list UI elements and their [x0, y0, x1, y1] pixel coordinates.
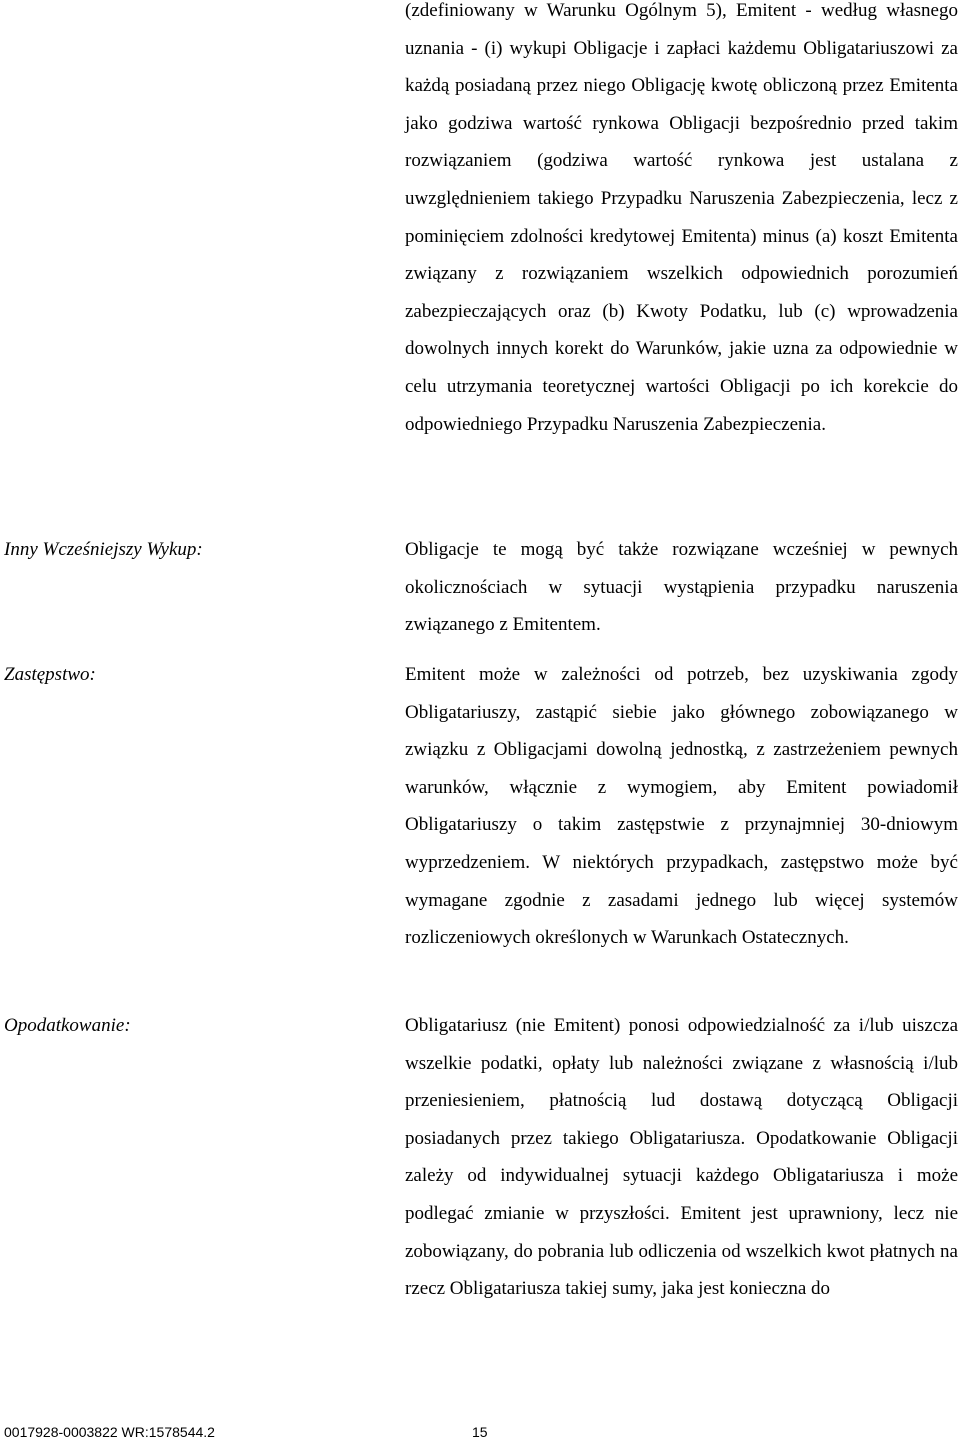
- substitution-paragraph: Emitent może w zależności od potrzeb, bez uzyskiwania zgody Obligatariuszy, zastąpić siebie jako głównego zobowiązanego w związku z Obligacjami dowolną jednostką, z zastrzeżeniem pewnych warunków, włącznie z wymogiem, aby Emitent powiadomił Obligatariuszy o takim zastępstwie z przynajmniej 30-dniowym wyprzedzeniem. W niektórych przypadkach, zastępstwo może być wymagane zgodnie z zasadami jednego lub więcej systemów rozliczeniowych określonych w Warunkach Ostatecznych.: [405, 664, 958, 949]
- page-footer: [4, 1422, 954, 1442]
- substitution-label: Zastępstwo:: [4, 664, 96, 685]
- page-number: 15: [472, 1424, 488, 1440]
- early-redemption-label: Inny Wcześniejszy Wykup:: [4, 539, 203, 560]
- taxation-label: Opodatkowanie:: [4, 1015, 131, 1036]
- taxation-paragraph: Obligatariusz (nie Emitent) ponosi odpowiedzialność za i/lub uiszcza wszelkie podatki, opłaty lub należności związane z własnością i/lub przeniesieniem, płatnością lud dostawą dotyczącą Obligacji posiadanych przez takiego Obligatariusza. Opodatkowanie Obligacji zależy od indywidualnej sytuacji każdego Obligatariusza i może podlegać zmianie w przyszłości. Emitent jest uprawniony, lecz nie zobowiązany, do pobrania lub odliczenia od wszelkich kwot płatnych na rzecz Obligatariusza takiej sumy, jaka jest konieczna do: [405, 1015, 958, 1300]
- document-reference: 0017928-0003822 WR:1578544.2: [4, 1424, 215, 1440]
- early-redemption-paragraph: Obligacje te mogą być także rozwiązane wcześniej w pewnych okolicznościach w sytuacji wystąpienia przypadku naruszenia związanego z Emitentem.: [405, 539, 958, 636]
- intro-paragraph: (zdefiniowany w Warunku Ogólnym 5), Emitent - według własnego uznania - (i) wykupi Obligacje i zapłaci każdemu Obligatariuszowi za każdą posiadaną przez niego Obligację kwotę obliczoną przez Emitenta jako godziwa wartość rynkowa Obligacji bezpośrednio przed takim rozwiązaniem (godziwa wartość rynkowa jest ustalana z uwzględnieniem takiego Przypadku Naruszenia Zabezpieczenia, lecz z pominięciem zdolności kredytowej Emitenta) minus (a) koszt Emitenta związany z rozwiązaniem wszelkich odpowiednich porozumień zabezpieczających oraz (b) Kwoty Podatku, lub (c) wprowadzenia dowolnych innych korekt do Warunków, jakie uzna za odpowiednie w celu utrzymania teoretycznej wartości Obligacji po ich korekcie do odpowiedniego Przypadku Naruszenia Zabezpieczenia.: [405, 0, 958, 435]
